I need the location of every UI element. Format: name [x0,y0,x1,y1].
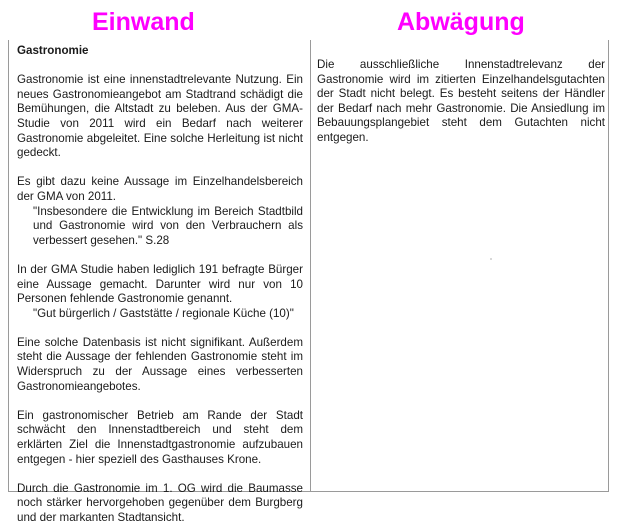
objection-paragraph-4: Eine solche Datenbasis ist nicht signifikant. Außerdem steht die Aussage der fehlenden Gastronomie steht im Widerspruch zu der Aussage eines verbesserten Gastronomieangebotes. [17,335,303,393]
section-title: Gastronomie [17,44,89,57]
objection-quote-2: "Gut bürgerlich / Gaststätte / regionale Küche (10)" [33,306,294,320]
scan-speck [490,258,492,260]
assessment-paragraph-1: Die ausschließliche Innenstadtrelevanz der Gastronomie wird im zitierten Einzelhandelsgutachten der Stadt nicht belegt. Es besteht seitens der Händler der Bedarf nach mehr Gastronomie. Die Ansiedlung im Bebauungsplangebiet steht dem Gutachten nicht entgegen. [317,58,605,144]
objection-column [17,44,303,526]
objection-paragraph-6: Durch die Gastronomie im 1. OG wird die Baumasse noch stärker hervorgehoben gegenüber dem Burgberg und der markanten Stadtansicht. [17,481,303,524]
objection-paragraph-1: Gastronomie ist eine innenstadtrelevante Nutzung. Ein neues Gastronomieangebot am Stadtrand schädigt die Bemühungen, die Altstadt zu beleben. Aus der GMA-Studie von 2011 wird ein Bedarf nach weiterer Gastronomie abgeleitet. Eine solche Herleitung ist nicht gedeckt. [17,73,303,160]
heading-abwaegung: Abwägung [397,8,525,36]
heading-einwand: Einwand [92,8,195,36]
objection-paragraph-2: Es gibt dazu keine Aussage im Einzelhandelsbereich der GMA von 2011. [17,175,303,203]
objection-quote-1: "Insbesondere die Entwicklung im Bereich Stadtbild und Gastronomie wird von den Verbrauchern als verbessert gesehen." S.28 [33,204,303,247]
column-divider [310,40,311,492]
objection-paragraph-5: Ein gastronomischer Betrieb am Rande der Stadt schwächt den Innenstadtbereich und steht dem erklärten Ziel die Innenstadtgastronomie aufzubauen entgegen - hier speziell des Gasthauses Krone. [17,408,303,466]
objection-paragraph-3: In der GMA Studie haben lediglich 191 befragte Bürger eine Aussage gemacht. Darunter wird nur von 10 Personen fehlende Gastronomie genannt. [17,262,303,306]
assessment-column [317,58,605,146]
